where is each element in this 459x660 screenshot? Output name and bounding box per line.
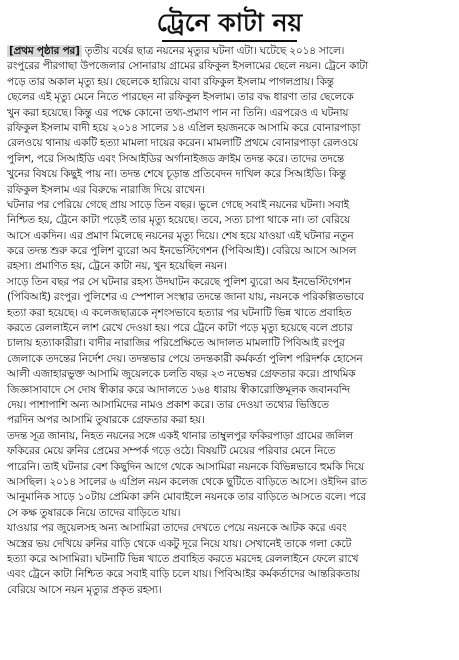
article-line: অস্ত্রের ভয় দেখিয়ে রুনির বাড়ি থেকে একটু দূরে নিয়ে যায়। সেখানেই তাকে গলা কেটে: [7, 537, 352, 550]
article-line: সে কক্ষ তুষারকে নিয়ে তাদের বাড়িতে যায়।: [7, 506, 181, 519]
article-line: রফিকুল ইসলাম বাদী হয়ে ২০১৪ সালের ১৪ এপ্রিল হয়জনকে আসামি করে বোনারপাড়া: [7, 121, 361, 134]
article-line: করে তদন্ত শুরু করে পুলিশ ব্যুরো অব ইনভেস্টিগেশন (পিবিআই)। বেরিয়ে আসে আসল: [7, 245, 357, 258]
article-line: হত্যা করা হয়েছে। এ কলেজছাত্রকে নৃশংসভাবে হত্যার পর ঘটনাটি ভিন্ন খাতে প্রবাহিত: [7, 306, 352, 319]
article-line: সাড়ে তিন বছর পর সে ঘটনার রহস্য উদঘাটন করেছে পুলিশ ব্যুরো অব ইনভেস্টিগেশন: [7, 275, 352, 288]
article-line: চালায় হত্যাকারীরা। বাদীর নারাজির পরিপ্রেক্ষিতে আদালত মামলাটি পিবিআই রংপুর: [7, 337, 345, 350]
article-line: নিশ্চিত হয়, ট্রেনে কাটা পড়েই তার মৃত্যু হয়েছে। তবে, সত্য চাপা থাকে না। তা বেরিয়ে: [7, 214, 350, 227]
article-line: রংপুরের পীরগাছা উপজেলার সোনারায় গ্রামের রফিকুল ইসলামের ছেলে নয়ন। ট্রেনে কাটা: [7, 60, 368, 73]
article-line: করতে রেললাইনে লাশ রেখে দেওয়া হয়। পরে ট্রেনে কাটা পড়ে মৃত্যু হয়েছে বলে প্রচার: [7, 322, 353, 335]
article-line: খুনের বিষয়ে কিছুই পায় না। তদন্ত শেষে চূড়ান্ত প্রতিবেদন দাখিল করে সিআইডি। কিন্তু: [7, 168, 346, 181]
article-line: যাওয়ার পর জুয়েলসহ অন্য আসামিরা তাদের দেখতে পেয়ে নয়নকে আটক করে এবং: [7, 522, 347, 535]
headline-underline: [162, 40, 297, 42]
article-line: জেলাকে তদন্তের নির্দেশ দেয়। তদন্তভার পেয়ে তদন্তকারী কর্মকর্তা পুলিশ পরিদর্শক হোসেন: [7, 352, 363, 365]
article-line: রফিকুল ইসলাম এর বিরুদ্ধে নারাজি দিয়ে রাখেন।: [7, 183, 205, 196]
article-body: [7, 44, 453, 656]
headline: ট্রেনে কাটা নয়: [156, 8, 303, 37]
article-line: তদন্ত সূত্র জানায়, নিহত নয়নের সঙ্গে একই থানার তাম্বুলপুর ফকিরপাড়া গ্রামের জলিল: [7, 429, 354, 442]
article-line: রেলওয়ে থানায় একটি হত্যা মামলা দায়ের করেন। মামলাটি প্রথমে বোনারপাড়া রেলওয়ে: [7, 137, 359, 150]
article-line: পরদিন অপর আসামি তুষারকে গ্রেফতার করা হয়।: [7, 414, 205, 427]
article-line: ঘটনার পর পেরিয়ে গেছে প্রায় সাড়ে তিন বছর। ভুলে গেছে সবাই নয়নের ঘটনা। সবাই: [7, 198, 349, 211]
article-line: বেরিয়ে আসে নয়ন মৃত্যুর প্রকৃত রহস্য।: [7, 583, 162, 596]
article-line: ছেলের এই মৃত্যু মেনে নিতে পারছেন না রফিকুল ইসলাম। তার বদ্ধ ধারণা তার ছেলেকে: [7, 91, 354, 104]
article-line: পুলিশ, পরে সিআইডি এবং সিআইডির অর্গানাইজড ক্রাইম তদন্ত করে। তাদের তদন্তে: [7, 152, 345, 165]
article-line: পারেনি। তাই ঘটনার বেশ কিছুদিন আগে থেকে আসামিরা নয়নকে বিভিন্নভাবে হুমকি দিয়ে: [7, 460, 364, 473]
article-line: এবং ট্রেনে কাটা নিশ্চিত করে সবাই বাড়ি চলে যায়। পিবিআইর কর্মকর্তাদের আন্তরিকতায়: [7, 568, 360, 581]
continuation-kicker: [প্রথম পৃষ্ঠার পর]: [9, 45, 80, 57]
article-line: পড়ে তার অকাল মৃত্যু হয়। ছেলেকে হারিয়ে বাবা রফিকুল ইসলাম পাগলপ্রায়। কিন্তু: [7, 75, 334, 88]
article-line: আসছিল। ২০১৪ সালের ৬ এপ্রিল নয়ন কলেজ থেকে ছুটিতে বাড়িতে আসে। ওইদিন রাত: [7, 475, 367, 488]
article-line: আনুমানিক সাড়ে ১০টায় প্রেমিকা রুনি মোবাইলে নয়নকে তার বাড়িতে আসতে বলে। পরে: [7, 491, 366, 504]
article-line: [প্রথম পৃষ্ঠার পর] তৃতীয় বর্ষের ছাত্র নয়নের মৃত্যুর ঘটনা এটা। ঘটেছে ২০১৪ সালে।: [9, 45, 345, 57]
article-line: খুন করা হয়েছে। কিন্তু এর পক্ষে কোনো তথ্য-প্রমাণ পান না তিনি। এরপরেও এ ঘটনায়: [7, 106, 349, 119]
article-line: আসে একদিন। এর প্রমাণ মিলেছে নয়নের মৃত্যু দিয়ে। শেষ হয়ে যাওয়া এই ঘটনার নতুন: [7, 229, 354, 242]
article-line: (পিবিআই) রংপুর। পুলিশের এ স্পেশাল সংস্থার তদন্তে জানা যায়, নয়নকে পরিকল্পিতভাবে: [7, 291, 364, 304]
article-line: দেয়। পাশাপাশি অন্য আসামিদের নামও প্রকাশ করে। তার দেওয়া তথ্যের ভিত্তিতে: [7, 398, 329, 411]
article-line: হত্যা করে আসামিরা। ঘটনাটি ভিন্ন খাতে প্রবাহিত করতে মরদেহ রেললাইনে ফেলে রাখে: [7, 552, 359, 565]
article-line: আলী এজাহারভুক্ত আসামি জুয়েলকে চলতি বছর ২৩ নভেম্বর গ্রেফতার করে। প্রাথমিক: [7, 368, 356, 381]
article-line: জিজ্ঞাসাবাদে সে দোষ স্বীকার করে আদালতে ১৬৪ ধারায় স্বীকারোক্তিমূলক জবানবন্দি: [7, 383, 350, 396]
article-line: রহস্য। প্রমাণিত হয়, ট্রেনে কাটা নয়, খুন হয়েছিল নয়ন।: [7, 260, 227, 273]
article-line: ফকিরের মেয়ে রুনির প্রেমের সম্পর্ক গড়ে ওঠে। বিষয়টি মেয়ের পরিবার মেনে নিতে: [7, 445, 336, 458]
